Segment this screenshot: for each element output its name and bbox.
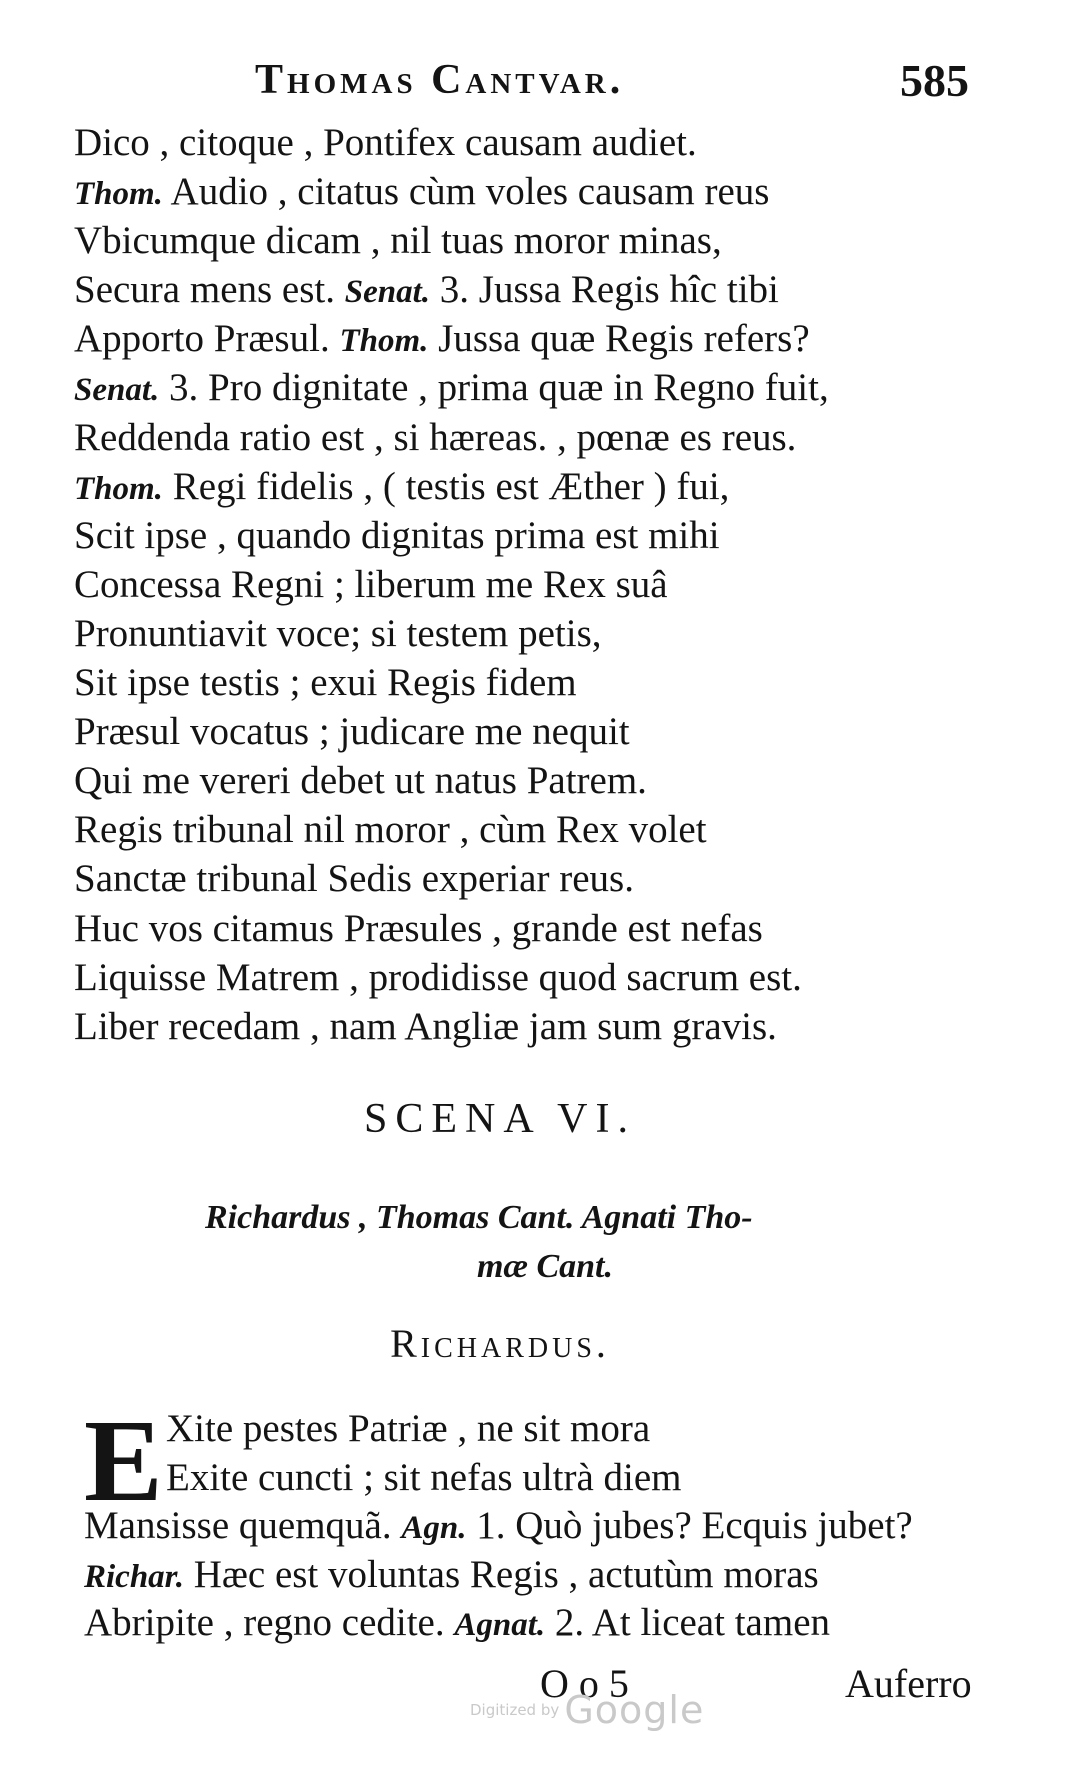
line-text: Hæc est voluntas Regis , actutùm moras [183, 1552, 819, 1596]
verse-line [74, 413, 1014, 462]
personae-line: mæ Cant. [476, 1248, 614, 1285]
line-text: Jussa quæ Regis refers? [428, 317, 810, 361]
line-text: Apporto Præsul. [74, 317, 340, 361]
verse-line [74, 560, 1014, 609]
page-number: 585 [900, 55, 969, 106]
line-text: Concessa Regni ; liberum me Rex suâ [74, 562, 668, 606]
verse-line [84, 1454, 1004, 1503]
catchword: Auferro [845, 1661, 972, 1706]
watermark-prefix: Digitized by [470, 1701, 560, 1719]
speaker-abbrev: Senat. [74, 372, 160, 409]
drop-cap: E [84, 1395, 163, 1526]
verse-line [74, 118, 1014, 167]
line-text: Sanctæ tribunal Sedis experiar reus. [74, 857, 634, 901]
line-text: Secura mens est. [74, 268, 345, 312]
verse-line [74, 904, 1014, 953]
running-head: Thomas Cantvar. [255, 57, 625, 103]
line-text: Regis tribunal nil moror , cùm Rex volet [74, 808, 707, 852]
verse-line [84, 1502, 1004, 1551]
line-text: Liber recedam , nam Angliæ jam sum gravis. [74, 1004, 777, 1048]
line-text: Huc vos citamus Præsules , grande est nefas [74, 906, 763, 950]
verse-line [74, 609, 1014, 658]
verse-line [74, 953, 1014, 1002]
verse-line [84, 1599, 1004, 1648]
line-text: 1. Quò jubes? Ecquis jubet? [466, 1504, 913, 1547]
verse-line [74, 658, 1014, 707]
verse-line [84, 1405, 1004, 1454]
personae-line: Richardus , Thomas Cant. Agnati Tho- [205, 1199, 753, 1236]
verse-line [74, 1002, 1014, 1051]
verse-line [74, 216, 1014, 265]
verse-line [74, 756, 1014, 805]
verse-line [74, 462, 1014, 511]
line-text: Xite pestes Patriæ , ne sit mora [166, 1407, 651, 1450]
watermark-logo: Google [564, 1688, 705, 1732]
speaker-abbrev: Richar. [84, 1558, 184, 1595]
speech-block [84, 1405, 1004, 1648]
verse-line [74, 265, 1014, 314]
verse-line [74, 707, 1014, 756]
line-text: Dico , citoque , Pontifex causam audiet. [74, 121, 697, 164]
speaker-abbrev: Senat. [344, 274, 431, 311]
line-text: Exite cuncti ; sit nefas ultrà diem [166, 1455, 682, 1499]
line-text: Præsul vocatus ; judicare me nequit [74, 710, 630, 754]
speaker-abbrev: Thom. [339, 323, 429, 360]
line-text: 3. Pro dignitate , prima quæ in Regno fuit, [159, 366, 829, 410]
speaker-abbrev: Thom. [74, 176, 163, 213]
verse-line [74, 854, 1014, 903]
line-text: Scit ipse , quando dignitas prima est mihi [74, 513, 720, 557]
line-text: Abripite , regno cedite. [84, 1601, 455, 1644]
line-text: 3. Jussa Regis hîc tibi [430, 268, 779, 312]
dramatis-personae [205, 1193, 885, 1291]
verse-line [74, 167, 1014, 216]
signature-mark: O o 5 [540, 1661, 629, 1706]
line-text: Regi fidelis , ( testis est Æther ) fui, [162, 464, 730, 508]
line-text: Reddenda ratio est , si hæreas. , pœnæ es reus. [74, 415, 797, 459]
digitized-watermark [470, 1688, 704, 1732]
line-text: Audio , citatus cùm voles causam reus [162, 170, 770, 214]
scene-heading: SCENA VI. [364, 1096, 636, 1142]
verse-line [74, 805, 1014, 854]
line-text: Qui me vereri debet ut natus Patrem. [74, 759, 647, 803]
line-text: Pronuntiavit voce; si testem petis, [74, 611, 602, 655]
speaker-heading: Richardus. [390, 1321, 610, 1366]
verse-block [74, 118, 1014, 1051]
verse-line [84, 1551, 1004, 1600]
verse-line [74, 363, 1014, 412]
speaker-abbrev: Agnat. [454, 1607, 546, 1643]
line-text: Mansisse quemquã. [84, 1504, 402, 1547]
speaker-abbrev: Thom. [74, 470, 163, 507]
verse-line [74, 511, 1014, 560]
verse-line [74, 314, 1014, 363]
line-text: Sit ipse testis ; exui Regis fidem [74, 661, 577, 705]
speaker-abbrev: Agn. [401, 1510, 467, 1546]
line-text: 2. At liceat tamen [545, 1601, 830, 1644]
line-text: Vbicumque dicam , nil tuas moror minas, [74, 219, 722, 263]
line-text: Liquisse Matrem , prodidisse quod sacrum est. [74, 955, 802, 999]
